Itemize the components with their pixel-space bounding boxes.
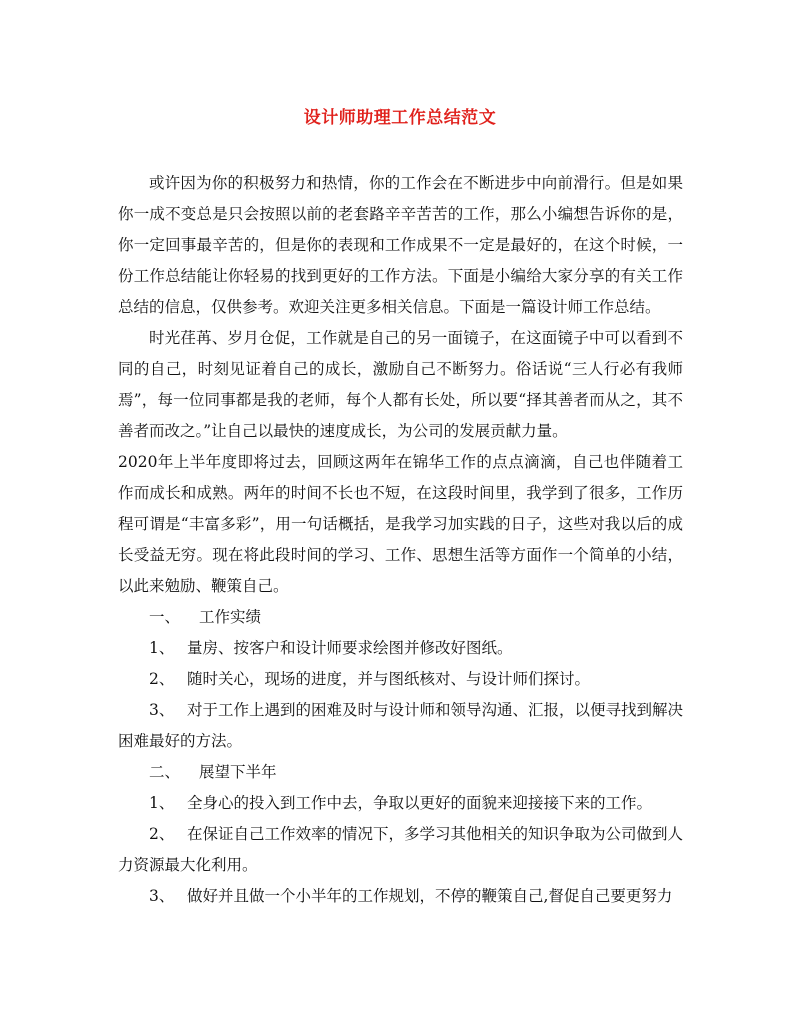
section-number: 二、 <box>149 763 181 781</box>
list-item-number: 1、 <box>149 794 175 812</box>
paragraph-reflection: 时光荏苒、岁月仓促，工作就是自己的另一面镜子，在这面镜子中可以看到不同的自己，时刻见证着自己的成长，激励自己不断努力。俗话说“三人行必有我师焉”，每一位同事都是我的老师，每个人都有长处，所以要“择其善者而从之，其不善者而改之。”让自己以最快的速度成长，为公司的发展贡献力量。 <box>118 329 683 440</box>
document-title: 设计师助理工作总结范文 <box>303 108 497 128</box>
section-number: 一、 <box>149 608 181 626</box>
list-item-number: 2、 <box>149 825 175 843</box>
section-heading-achievements <box>118 602 683 633</box>
section-heading-text: 工作实绩 <box>199 608 262 626</box>
list-item <box>118 664 683 695</box>
list-item <box>118 819 683 881</box>
list-item-text: 随时关心，现场的进度，并与图纸核对、与设计师们探讨。 <box>187 670 591 688</box>
list-item-text: 量房、按客户和设计师要求绘图并修改好图纸。 <box>187 639 513 657</box>
list-item-number: 1、 <box>149 639 175 657</box>
list-item-number: 3、 <box>149 701 175 719</box>
paragraph-intro: 或许因为你的积极努力和热情，你的工作会在不断进步中向前滑行。但是如果你一成不变总是只会按照以前的老套路辛辛苦苦的工作，那么小编想告诉你的是，你一定回事最辛苦的，但是你的表现和工作成果不一定是最好的，在这个时候，一份工作总结能让你轻易的找到更好的工作方法。下面是小编给大家分享的有关工作总结的信息，仅供参考。欢迎关注更多相关信息。下面是一篇设计师工作总结。 <box>118 174 683 316</box>
list-item-text: 全身心的投入到工作中去，争取以更好的面貌来迎接接下来的工作。 <box>187 794 653 812</box>
list-item-text: 做好并且做一个小半年的工作规划，不停的鞭策自己,督促自己要更努力 <box>187 887 673 905</box>
list-item <box>118 788 683 819</box>
list-item-text: 在保证自己工作效率的情况下，多学习其他相关的知识争取为公司做到人力资源最大化利用。 <box>118 825 684 874</box>
section-heading-outlook <box>118 757 683 788</box>
list-item-number: 2、 <box>149 670 175 688</box>
list-item <box>118 695 683 757</box>
list-item <box>118 633 683 664</box>
list-item <box>118 881 683 912</box>
document-body <box>118 168 683 912</box>
list-item-number: 3、 <box>149 887 175 905</box>
paragraph-summary: 2020年上半年度即将过去，回顾这两年在锦华工作的点点滴滴，自己也伴随着工作而成长和成熟。两年的时间不长也不短，在这段时间里，我学到了很多，工作历程可谓是“丰富多彩”，用一句话概括，是我学习加实践的日子，这些对我以后的成长受益无穷。现在将此段时间的学习、工作、思想生活等方面作一个简单的小结，以此来勉励、鞭策自己。 <box>118 453 683 595</box>
list-item-text: 对于工作上遇到的困难及时与设计师和领导沟通、汇报，以便寻找到解决困难最好的方法。 <box>118 701 684 750</box>
section-heading-text: 展望下半年 <box>199 763 277 781</box>
